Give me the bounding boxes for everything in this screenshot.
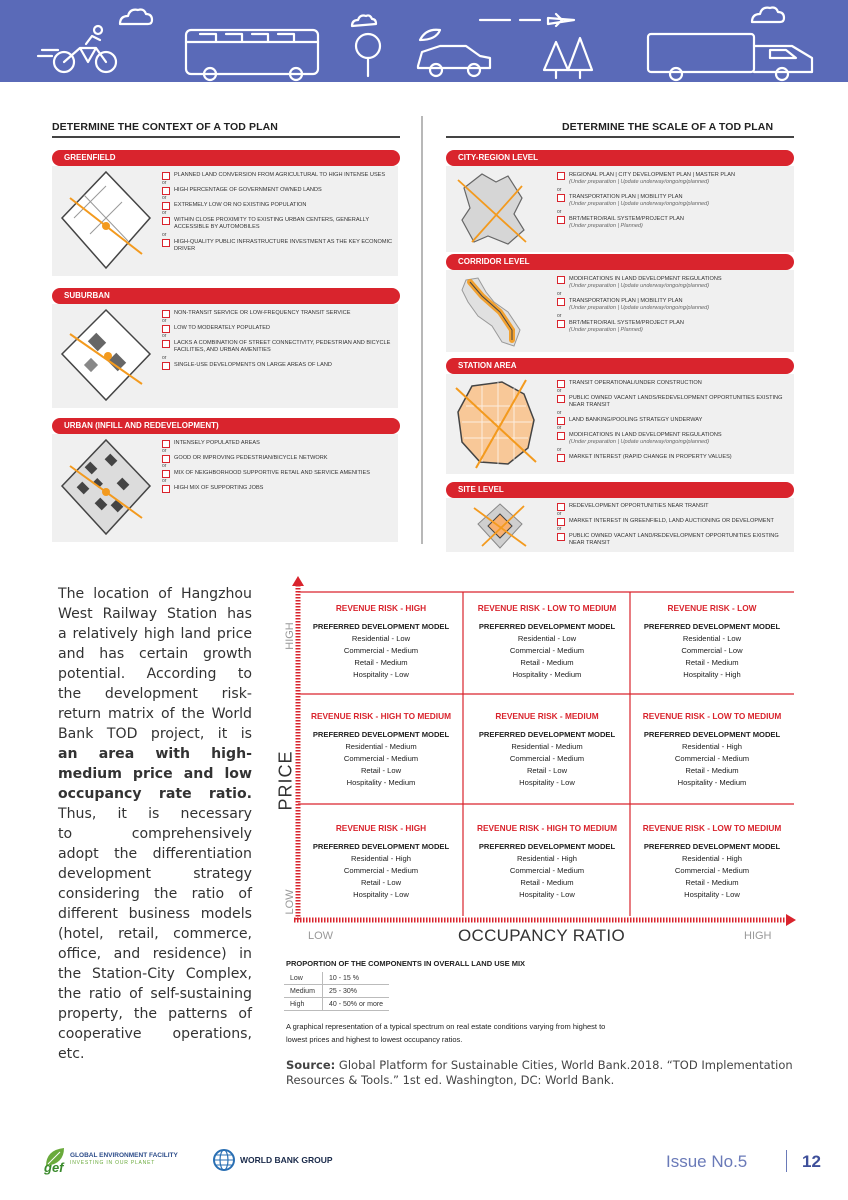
mix-line: Retail - Medium [354, 658, 408, 667]
context-title: DETERMINE THE CONTEXT OF A TOD PLAN [52, 121, 278, 133]
body-line-bold: medium price and low [58, 766, 252, 782]
checkbox[interactable] [557, 216, 565, 224]
body-line: Thus, it is necessary [58, 806, 252, 822]
level-cell: High [284, 998, 323, 1011]
matrix-cell [297, 602, 465, 681]
mix-line: Residential - Low [517, 634, 577, 643]
source-label: Source: [286, 1058, 336, 1072]
checklist-item[interactable]: LOW TO MODERATELY POPULATED [162, 325, 398, 332]
or-label: or [557, 313, 562, 319]
mix-line: Retail - Low [526, 766, 568, 775]
site-level-checklist [557, 503, 793, 549]
mix-line: Hospitality - Medium [512, 670, 582, 679]
checklist-item[interactable]: BRT/METRO/RAIL SYSTEM/PROJECT PLAN (Under preparation | Planned) [557, 320, 793, 334]
cloud-icon [352, 15, 376, 26]
figure-caption: A graphical representation of a typical spectrum on real estate conditions varying from highest to lowest prices and highest to lowest occupancy ratios. [286, 1022, 606, 1044]
greenfield-bar: GREENFIELD [52, 150, 400, 166]
checklist-item[interactable]: INTENSELY POPULATED AREAS [162, 440, 398, 447]
city-region-bar: CITY-REGION LEVEL [446, 150, 794, 166]
or-label: or [162, 180, 167, 186]
x-axis-dashes [294, 914, 796, 926]
checkbox[interactable] [557, 454, 565, 462]
body-line: return matrix of the World [58, 706, 252, 722]
risk-label: REVENUE RISK - LOW TO MEDIUM [477, 603, 617, 613]
risk-label: REVENUE RISK - LOW TO MEDIUM [642, 711, 782, 721]
checkbox[interactable] [557, 417, 565, 425]
gef-name: GLOBAL ENVIRONMENT FACILITY [70, 1152, 178, 1159]
greenfield-map-icon [56, 168, 156, 274]
mix-line: Commercial - Medium [343, 754, 419, 763]
checklist-item[interactable]: GOOD OR IMPROVING PEDESTRIAN/BICYCLE NETWORK [162, 455, 398, 462]
proportion-table [284, 972, 389, 1011]
truck-icon [648, 34, 812, 80]
header-banner [0, 0, 848, 82]
corridor-checklist [557, 276, 793, 336]
station-area-checklist [557, 380, 793, 463]
body-line: West Railway Station has [58, 606, 252, 622]
mix-line: Retail - Medium [685, 658, 739, 667]
risk-label: REVENUE RISK - HIGH TO MEDIUM [311, 711, 451, 721]
globe-icon [212, 1148, 236, 1172]
mix-line: Hospitality - Medium [677, 778, 747, 787]
mix-line: Hospitality - Low [353, 670, 409, 679]
mix-line: Hospitality - High [683, 670, 741, 679]
model-label: PREFERRED DEVELOPMENT MODEL [478, 622, 616, 631]
x-high-label: HIGH [744, 930, 772, 942]
or-label: or [557, 425, 562, 431]
checklist-item[interactable]: HIGH PERCENTAGE OF GOVERNMENT OWNED LANDS [162, 187, 398, 194]
body-line: and has certain growth [58, 646, 252, 662]
range-cell: 10 - 15 % [323, 972, 390, 985]
footer-divider [786, 1150, 787, 1172]
mix-line: Commercial - Medium [343, 646, 419, 655]
body-line-bold: an area with high- [58, 746, 252, 762]
model-label: PREFERRED DEVELOPMENT MODEL [312, 842, 450, 851]
checklist-item[interactable]: SINGLE-USE DEVELOPMENTS ON LARGE AREAS OF LAND [162, 362, 398, 369]
checkbox[interactable] [162, 217, 170, 225]
context-rule [52, 136, 400, 138]
checkbox[interactable] [557, 194, 565, 202]
checklist-item[interactable]: HIGH MIX OF SUPPORTING JOBS [162, 485, 398, 492]
body-line: the Station-City Complex, [58, 966, 252, 982]
body-line: the ratio of self-sustaining [58, 986, 252, 1002]
city-region-map-icon [452, 168, 532, 250]
or-label: or [557, 410, 562, 416]
checklist-item[interactable]: MODIFICATIONS IN LAND DEVELOPMENT REGULATIONS (Under preparation | Update underway/ongoing/planned) [557, 432, 793, 446]
checkbox[interactable] [162, 470, 170, 478]
matrix-cell [463, 822, 631, 901]
checklist-item[interactable]: HIGH-QUALITY PUBLIC INFRASTRUCTURE INVESTMENT AS THE KEY ECONOMIC DRIVER [162, 239, 398, 253]
or-label: or [557, 209, 562, 215]
greenfield-checklist [162, 172, 398, 255]
checkbox[interactable] [557, 533, 565, 541]
table-row [284, 985, 389, 998]
level-cell: Low [284, 972, 323, 985]
model-label: PREFERRED DEVELOPMENT MODEL [312, 730, 450, 739]
urban-bar: URBAN (INFILL AND REDEVELOPMENT) [52, 418, 400, 434]
mix-line: Retail - Low [360, 766, 402, 775]
checkbox[interactable] [162, 340, 170, 348]
checkbox[interactable] [557, 380, 565, 388]
body-line: considering the ratio of [58, 886, 252, 902]
issue-label: Issue No.5 [666, 1152, 748, 1171]
mix-line: Retail - Medium [520, 878, 574, 887]
or-label: or [162, 210, 167, 216]
body-line: (hotel, retail, commerce, [58, 926, 252, 942]
body-line: Bank TOD project, it is [58, 726, 252, 742]
checkbox[interactable] [162, 310, 170, 318]
checklist-item[interactable]: TRANSPORTATION PLAN | MOBILITY PLAN (Under preparation | Update underway/ongoing/planned) [557, 298, 793, 312]
mix-line: Hospitality - Low [353, 890, 409, 899]
risk-label: REVENUE RISK - LOW [667, 603, 757, 613]
checkbox[interactable] [557, 298, 565, 306]
body-line: different business models [58, 906, 252, 922]
header-illustration [0, 0, 848, 82]
corridor-bar: CORRIDOR LEVEL [446, 254, 794, 270]
corridor-map-icon [452, 272, 532, 350]
station-area-map-icon [452, 376, 540, 472]
body-line: etc. [58, 1046, 85, 1062]
body-line: The location of Hangzhou [58, 586, 252, 602]
scale-title: DETERMINE THE SCALE OF A TOD PLAN [562, 121, 774, 133]
proportion-title: PROPORTION OF THE COMPONENTS IN OVERALL LAND USE MIX [286, 959, 526, 968]
or-label: or [162, 478, 167, 484]
body-line: to comprehensively [58, 826, 252, 842]
or-label: or [557, 291, 562, 297]
or-label: or [162, 448, 167, 454]
suburban-checklist [162, 310, 398, 371]
cloud-icon [752, 8, 784, 23]
checklist-item[interactable]: MIX OF NEIGHBORHOOD SUPPORTIVE RETAIL AND SERVICE AMENITIES [162, 470, 398, 477]
model-label: PREFERRED DEVELOPMENT MODEL [643, 730, 781, 739]
mix-line: Retail - Low [360, 878, 402, 887]
body-line: a relatively high land price [58, 626, 252, 642]
checkbox[interactable] [162, 202, 170, 210]
body-line-bold: occupancy rate ratio. [58, 786, 252, 802]
body-line: cooperative operations, [58, 1026, 252, 1042]
airplane-icon [480, 14, 574, 26]
table-row [284, 972, 389, 985]
cloud-icon [120, 10, 152, 25]
urban-map-icon [56, 436, 156, 540]
mix-line: Retail - Medium [685, 766, 739, 775]
checklist-item[interactable]: MARKET INTEREST IN GREENFIELD, LAND AUCTIONING OR DEVELOPMENT [557, 518, 793, 525]
station-area-bar: STATION AREA [446, 358, 794, 374]
mix-line: Commercial - Medium [509, 754, 585, 763]
risk-label: REVENUE RISK - HIGH TO MEDIUM [477, 823, 617, 833]
model-label: PREFERRED DEVELOPMENT MODEL [643, 622, 781, 631]
suburban-bar: SUBURBAN [52, 288, 400, 304]
range-cell: 25 - 30% [323, 985, 390, 998]
checklist-item[interactable]: LACKS A COMBINATION OF STREET CONNECTIVITY, PEDESTRIAN AND BICYCLE FACILITIES, AND URBAN AMENITIES [162, 340, 398, 354]
matrix-cell [297, 710, 465, 789]
source-citation: Source: Global Platform for Sustainable Cities, World Bank.2018. “TOD Implementation Resources & Tools.” 1st ed. Washington, DC: World Bank. [286, 1058, 793, 1087]
or-label: or [557, 388, 562, 394]
matrix-cell [463, 602, 631, 681]
checkbox[interactable] [162, 440, 170, 448]
mix-line: Residential - High [682, 854, 742, 863]
model-label: PREFERRED DEVELOPMENT MODEL [478, 842, 616, 851]
mix-line: Hospitality - Low [519, 778, 575, 787]
checkbox[interactable] [162, 485, 170, 493]
body-line: adopt the differentiation [58, 846, 252, 862]
table-row [284, 998, 389, 1011]
bus-icon [186, 30, 318, 80]
range-cell: 40 - 50% or more [323, 998, 390, 1011]
mix-line: Commercial - Medium [509, 646, 585, 655]
suburban-map-icon [56, 306, 156, 406]
body-line: office, and residence) in [58, 946, 252, 962]
body-line: potential. According to [58, 666, 252, 682]
checkbox[interactable] [162, 187, 170, 195]
risk-label: REVENUE RISK - HIGH [335, 823, 427, 833]
or-label: or [162, 232, 167, 238]
level-cell: Medium [284, 985, 323, 998]
urban-checklist [162, 440, 398, 494]
or-label: or [162, 195, 167, 201]
cyclist-icon [38, 26, 116, 72]
or-label: or [162, 333, 167, 339]
checklist-item[interactable]: PUBLIC OWNED VACANT LANDS/REDEVELOPMENT OPPORTUNITIES EXISTING NEAR TRANSIT [557, 395, 793, 409]
body-line: property, the patterns of [58, 1006, 252, 1022]
pine-trees-icon [544, 38, 592, 78]
risk-label: REVENUE RISK - MEDIUM [495, 711, 599, 721]
checkbox[interactable] [557, 432, 565, 440]
risk-label: REVENUE RISK - HIGH [335, 603, 427, 613]
checkbox[interactable] [557, 518, 565, 526]
checkbox[interactable] [557, 395, 565, 403]
gef-tagline: INVESTING IN OUR PLANET [70, 1160, 156, 1166]
model-label: PREFERRED DEVELOPMENT MODEL [312, 622, 450, 631]
checkbox[interactable] [162, 325, 170, 333]
mix-line: Hospitality - Medium [346, 778, 416, 787]
matrix-cell [463, 710, 631, 789]
column-divider [421, 116, 423, 544]
or-label: or [557, 447, 562, 453]
site-level-map-icon [470, 500, 530, 552]
mix-line: Hospitality - Low [519, 890, 575, 899]
or-label: or [557, 511, 562, 517]
mix-line: Commercial - Low [681, 646, 743, 655]
x-low-label: LOW [308, 930, 334, 942]
city-region-checklist [557, 172, 793, 232]
matrix-cell [628, 602, 796, 681]
or-label: or [162, 463, 167, 469]
scale-rule [446, 136, 794, 138]
matrix-cell [628, 822, 796, 901]
checkbox[interactable] [162, 455, 170, 463]
or-label: or [557, 526, 562, 532]
checklist-item[interactable]: MODIFICATIONS IN LAND DEVELOPMENT REGULATIONS (Under preparation | Update underway/ongoing/planned) [557, 276, 793, 290]
x-axis-title: OCCUPANCY RATIO [458, 926, 625, 945]
body-line: the development risk- [58, 686, 252, 702]
matrix-cell [297, 822, 465, 901]
checklist-item[interactable]: NON-TRANSIT SERVICE OR LOW-FREQUENCY TRANSIT SERVICE [162, 310, 398, 317]
mix-line: Residential - Low [351, 634, 411, 643]
checklist-item[interactable]: REDEVELOPMENT OPPORTUNITIES NEAR TRANSIT [557, 503, 793, 510]
y-low-label: LOW [284, 889, 296, 915]
matrix-cell [628, 710, 796, 789]
risk-label: REVENUE RISK - LOW TO MEDIUM [642, 823, 782, 833]
body-line: development strategy [58, 866, 252, 882]
mix-line: Commercial - Medium [674, 754, 750, 763]
checkbox[interactable] [557, 503, 565, 511]
mix-line: Commercial - Medium [674, 866, 750, 875]
mix-line: Retail - Medium [520, 658, 574, 667]
checklist-item[interactable]: MARKET INTEREST (RAPID CHANGE IN PROPERTY VALUES) [557, 454, 793, 461]
y-axis-title: PRICE [275, 750, 296, 811]
checkbox[interactable] [557, 172, 565, 180]
checkbox[interactable] [557, 276, 565, 284]
tree-icon [356, 34, 380, 76]
mix-line: Commercial - Medium [343, 866, 419, 875]
mix-line: Residential - Low [682, 634, 742, 643]
model-label: PREFERRED DEVELOPMENT MODEL [478, 730, 616, 739]
checklist-item[interactable]: BRT/METRO/RAIL SYSTEM/PROJECT PLAN (Under preparation | Planned) [557, 216, 793, 230]
mix-line: Retail - Medium [685, 878, 739, 887]
checkbox[interactable] [557, 320, 565, 328]
mix-line: Hospitality - Low [684, 890, 740, 899]
gef-logo [42, 1144, 192, 1180]
mix-line: Residential - Medium [511, 742, 583, 751]
mix-line: Commercial - Medium [509, 866, 585, 875]
or-label: or [162, 355, 167, 361]
mix-line: Residential - High [351, 854, 411, 863]
checklist-item[interactable]: WITHIN CLOSE PROXIMITY TO EXISTING URBAN CENTERS, GENERALLY ACCESSIBLE BY AUTOMOBILES [162, 217, 398, 231]
checkbox[interactable] [162, 172, 170, 180]
site-level-bar: SITE LEVEL [446, 482, 794, 498]
wbg-name: WORLD BANK GROUP [240, 1155, 333, 1165]
model-label: PREFERRED DEVELOPMENT MODEL [643, 842, 781, 851]
checkbox[interactable] [162, 239, 170, 247]
checklist-item[interactable]: TRANSPORTATION PLAN | MOBILITY PLAN (Under preparation | Update underway/ongoing/planned) [557, 194, 793, 208]
mix-line: Residential - High [517, 854, 577, 863]
or-label: or [557, 187, 562, 193]
electric-car-icon [418, 30, 490, 76]
checklist-item[interactable]: REGIONAL PLAN | CITY DEVELOPMENT PLAN | MASTER PLAN (Under preparation | Update underway/ongoing/planned) [557, 172, 793, 186]
y-high-label: HIGH [284, 622, 296, 650]
checklist-item[interactable]: TRANSIT OPERATIONAL/UNDER CONSTRUCTION [557, 380, 793, 387]
mix-line: Residential - High [682, 742, 742, 751]
checklist-item[interactable]: PUBLIC OWNED VACANT LAND/REDEVELOPMENT OPPORTUNITIES EXISTING NEAR TRANSIT [557, 533, 793, 547]
mix-line: Residential - Medium [345, 742, 417, 751]
checklist-item[interactable]: LAND BANKING/POOLING STRATEGY UNDERWAY [557, 417, 793, 424]
body-paragraph [58, 584, 252, 1064]
checklist-item[interactable]: PLANNED LAND CONVERSION FROM AGRICULTURAL TO HIGH INTENSE USES [162, 172, 398, 179]
checkbox[interactable] [162, 362, 170, 370]
page-number: 12 [802, 1152, 821, 1171]
or-label: or [162, 318, 167, 324]
gef-short: gef [44, 1160, 64, 1175]
checklist-item[interactable]: EXTREMELY LOW OR NO EXISTING POPULATION [162, 202, 398, 209]
